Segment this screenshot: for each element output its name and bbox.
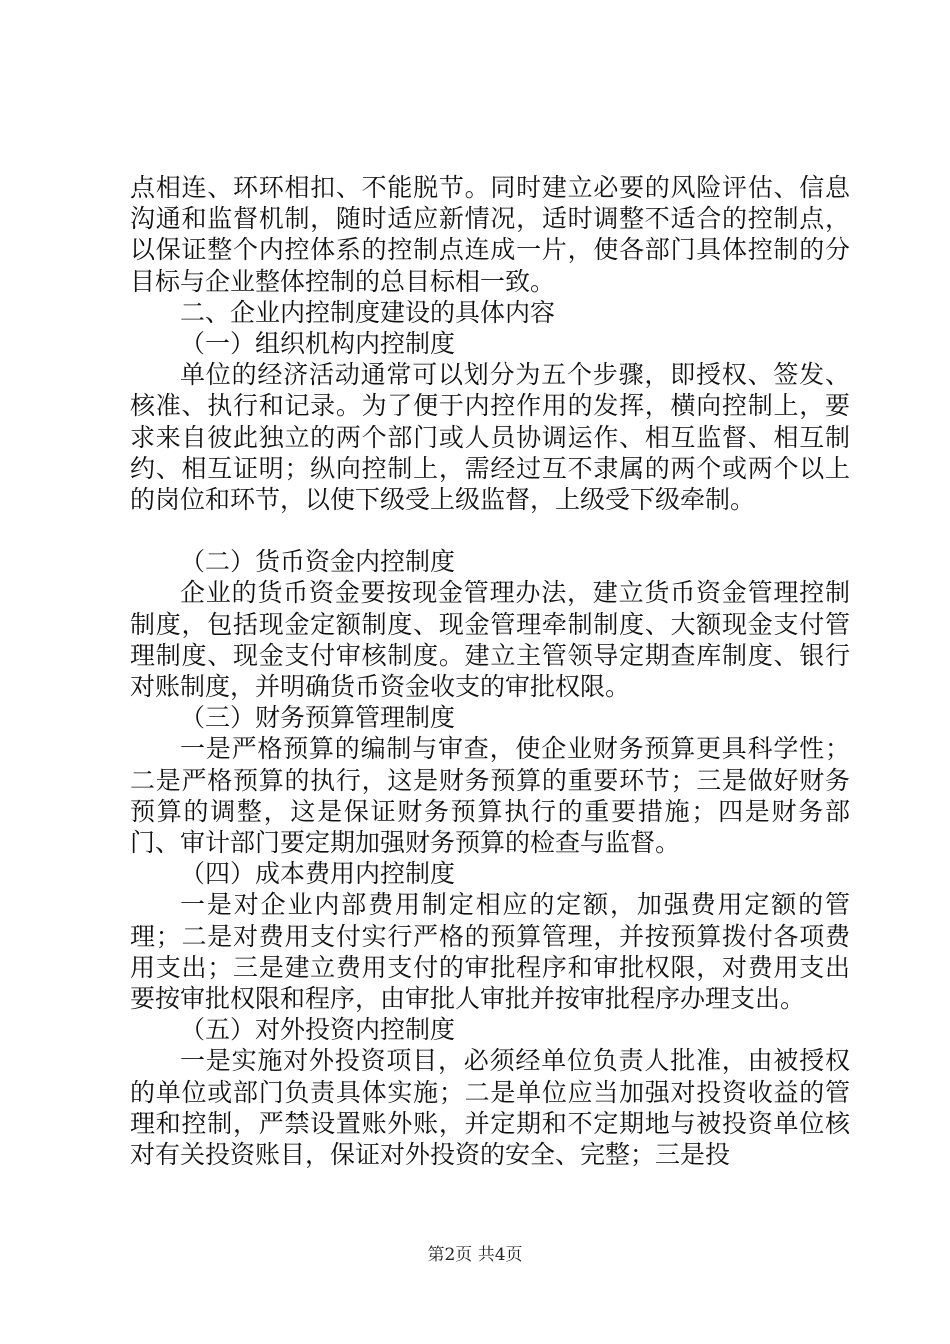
paragraph-org-structure: 单位的经济活动通常可以划分为五个步骤，即授权、签发、核准、执行和记录。为了便于内控作用的发挥，横向控制上，要求来自彼此独立的两个部门或人员协调运作、相互监督、相互制约、相互证明；纵向控制上，需经过互不隶属的两个或两个以上的岗位和环节，以使下级受上级监督，上级受下级牵制。 — [130, 360, 850, 515]
subsection-heading-1: （一）组织机构内控制度 — [180, 329, 456, 359]
document-body — [130, 172, 850, 1170]
paragraph-monetary-funds: 企业的货币资金要按现金管理办法，建立货币资金管理控制制度，包括现金定额制度、现金管理牵制制度、大额现金支付管理制度、现金支付审核制度。建立主管领导定期查库制度、银行对账制度，并明确货币资金收支的审批权限。 — [130, 578, 850, 702]
section-heading: 二、企业内控制度建设的具体内容 — [180, 297, 556, 327]
subsection-heading-2: （二）货币资金内控制度 — [180, 547, 456, 577]
paragraph-budget: 一是严格预算的编制与审查，使企业财务预算更具科学性；二是严格预算的执行，这是财务预算的重要环节；三是做好财务预算的调整，这是保证财务预算执行的重要措施；四是财务部门、审计部门要定期加强财务预算的检查与监督。 — [130, 734, 850, 858]
subsection-heading-5: （五）对外投资内控制度 — [180, 1015, 456, 1045]
subsection-heading-4: （四）成本费用内控制度 — [180, 859, 456, 889]
blank-line — [130, 515, 850, 546]
paragraph-cost: 一是对企业内部费用制定相应的定额，加强费用定额的管理；二是对费用支付实行严格的预算管理，并按预算拨付各项费用支出；三是建立费用支付的审批程序和审批权限，对费用支出要按审批权限和程序，由审批人审批并按审批程序办理支出。 — [130, 890, 850, 1014]
paragraph-continuation: 点相连、环环相扣、不能脱节。同时建立必要的风险评估、信息沟通和监督机制，随时适应新情况，适时调整不适合的控制点，以保证整个内控体系的控制点连成一片，使各部门具体控制的分目标与企业整体控制的总目标相一致。 — [130, 173, 850, 296]
page-footer: 第2页 共4页 — [427, 1245, 523, 1265]
subsection-heading-3: （三）财务预算管理制度 — [180, 703, 456, 733]
paragraph-investment: 一是实施对外投资项目，必须经单位负责人批准，由被授权的单位或部门负责具体实施；二是单位应当加强对投资收益的管理和控制，严禁设置账外账，并定期和不定期地与被投资单位核对有关投资账目，保证对外投资的安全、完整；三是投 — [130, 1046, 850, 1170]
